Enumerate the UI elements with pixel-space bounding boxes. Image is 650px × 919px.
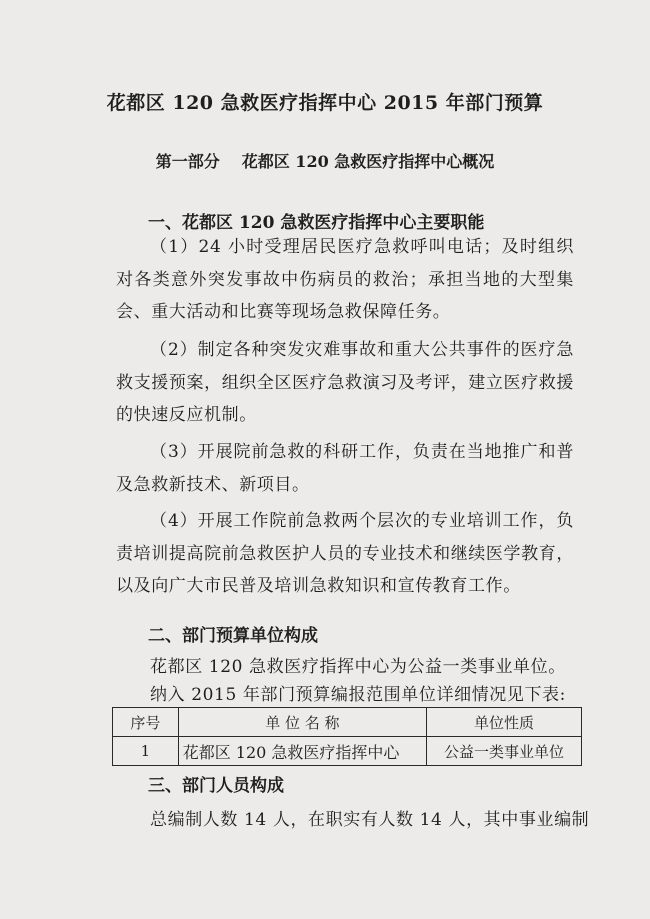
duty-paragraph-4: （4）开展工作院前急救两个层次的专业培训工作，负责培训提高院前急救医护人员的专业技术和继续医学教育，以及向广大市民普及培训急救知识和宣传教育工作。 xyxy=(116,511,574,596)
part-label: 第一部分 xyxy=(155,152,220,171)
header-unit-name: 单 位 名 称 xyxy=(178,708,426,737)
cell-unit-type: 公益一类事业单位 xyxy=(427,737,582,766)
cell-unit-name: 花都区 120 急救医疗指挥中心 xyxy=(178,737,426,766)
section-2-heading: 二、部门预算单位构成 xyxy=(148,626,318,646)
section-1-heading: 一、花都区 120 急救医疗指挥中心主要职能 xyxy=(148,213,485,233)
table-intro-line: 纳入 2015 年部门预算编报范围单位详细情况见下表: xyxy=(150,685,566,705)
duty-paragraph-3: （3）开展院前急救的科研工作，负责在当地推广和普及急救新技术、新项目。 xyxy=(116,442,574,495)
duty-paragraph-2: （2）制定各种突发灾难事故和重大公共事件的医疗急救支援预案，组织全区医疗急救演习及考评，建立医疗救援的快速反应机制。 xyxy=(116,340,574,425)
cell-index: 1 xyxy=(113,737,179,766)
table-header-row xyxy=(113,708,582,737)
part-title: 花都区 120 急救医疗指挥中心概况 xyxy=(241,152,495,171)
duty-paragraph-1: （1）24 小时受理居民医疗急救呼叫电话；及时组织对各类意外突发事故中伤病员的救治；承担当地的大型集会、重大活动和比赛等现场急救保障任务。 xyxy=(116,237,574,322)
header-unit-type: 单位性质 xyxy=(427,708,582,737)
table-row xyxy=(113,737,582,766)
staff-line: 总编制人数 14 人，在职实有人数 14 人，其中事业编制 xyxy=(150,810,590,830)
document-title: 花都区 120 急救医疗指挥中心 2015 年部门预算 xyxy=(106,92,544,114)
header-index: 序号 xyxy=(113,708,179,737)
unit-table xyxy=(112,707,582,766)
section-3-heading: 三、部门人员构成 xyxy=(148,776,284,796)
part-heading xyxy=(0,149,650,172)
unit-type-line: 花都区 120 急救医疗指挥中心为公益一类事业单位。 xyxy=(150,657,566,677)
